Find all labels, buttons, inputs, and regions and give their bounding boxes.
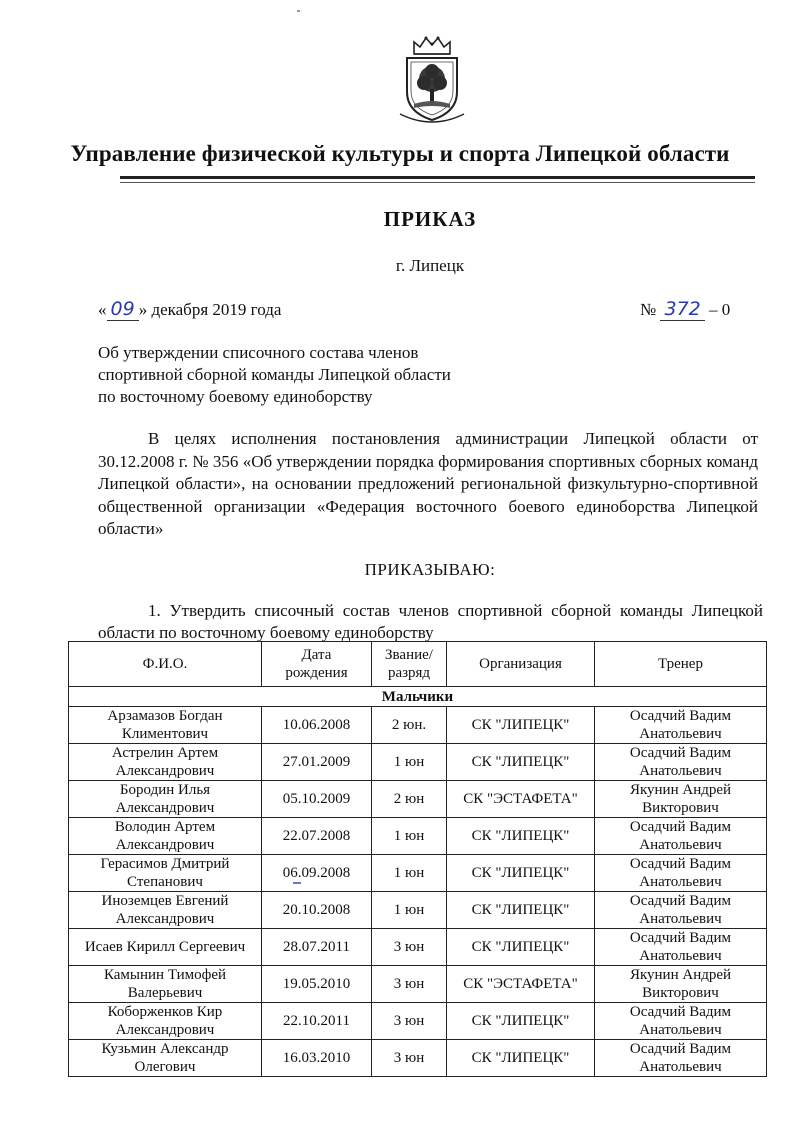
table-row [69,1040,767,1077]
coach-cell: Якунин Андрей Викторович [595,966,767,1003]
order-directive: ПРИКАЗЫВАЮ: [364,560,496,579]
name-cell: Иноземцев Евгений Александрович [69,892,262,929]
table-row [69,892,767,929]
order-subject [98,342,451,408]
organization-cell: СК "ЛИПЕЦК" [447,855,595,892]
number-prefix: № [640,300,657,319]
subject-line: Об утверждении списочного состава членов [98,343,419,362]
group-label: Мальчики [69,687,767,707]
organization-cell: СК "ЛИПЕЦК" [447,929,595,966]
coat-of-arms-icon [398,34,466,126]
rank-cell: 1 юн [372,818,447,855]
rank-cell: 3 юн [372,1003,447,1040]
rank-cell: 2 юн. [372,707,447,744]
birth-date-cell: 16.03.2010 [262,1040,372,1077]
header-rule-thick [120,176,755,179]
organization-cell: СК "ЭСТАФЕТА" [447,966,595,1003]
rank-cell: 3 юн [372,966,447,1003]
coach-cell: Осадчий Вадим Анатольевич [595,929,767,966]
name-cell: Герасимов Дмитрий Степанович [69,855,262,892]
document-type-heading: ПРИКАЗ [383,207,477,231]
rank-cell: 1 юн [372,855,447,892]
name-cell: Исаев Кирилл Сергеевич [69,929,262,966]
rank-cell: 3 юн [372,929,447,966]
rank-cell: 1 юн [372,744,447,781]
number-suffix: – 0 [709,300,731,319]
coach-cell: Осадчий Вадим Анатольевич [595,1040,767,1077]
coach-cell: Осадчий Вадим Анатольевич [595,707,767,744]
coach-cell: Якунин Андрей Викторович [595,781,767,818]
point-1-paragraph: 1. Утвердить списочный состав членов спортивной сборной команды Липецкой области по восточному боевому единоборству [98,601,763,642]
organization-cell: СК "ЭСТАФЕТА" [447,781,595,818]
order-date [98,298,281,321]
table-row [69,966,767,1003]
preamble-paragraph: В целях исполнения постановления администрации Липецкой области от 30.12.2008 г. № 356 «Об утверждении порядка формирования спортивных сборных команд Липецкой области», на основании предложений региональной физкультурно-спортивной общественной организации «Федерация восточного боевого единоборства Липецкой области» [98,429,758,538]
header-rule-thin [120,182,755,183]
birth-date-cell: 19.05.2010 [262,966,372,1003]
rank-cell: 2 юн [372,781,447,818]
table-row [69,818,767,855]
birth-date-cell: 22.07.2008 [262,818,372,855]
col-header-coach: Тренер [595,642,767,687]
city-line: г. Липецк [395,256,465,275]
table-row [69,1003,767,1040]
date-rest: декабря 2019 года [147,300,282,319]
coach-cell: Осадчий Вадим Анатольевич [595,1003,767,1040]
birth-date-cell: 28.07.2011 [262,929,372,966]
organization-cell: СК "ЛИПЕЦК" [447,707,595,744]
birth-date-cell: 06.09.2008 [262,855,372,892]
scan-mark [292,880,302,886]
col-header-org: Организация [447,642,595,687]
coach-cell: Осадчий Вадим Анатольевич [595,855,767,892]
organization-cell: СК "ЛИПЕЦК" [447,1003,595,1040]
rank-cell: 1 юн [372,892,447,929]
name-cell: Коборженков Кир Александрович [69,1003,262,1040]
birth-date-cell: 05.10.2009 [262,781,372,818]
coach-cell: Осадчий Вадим Анатольевич [595,818,767,855]
col-header-name: Ф.И.О. [69,642,262,687]
date-day-handwritten: 09 [107,298,139,321]
birth-date-cell: 10.06.2008 [262,707,372,744]
name-cell: Володин Артем Александрович [69,818,262,855]
organization-title: Управление физической культуры и спорта Липецкой области [70,141,730,166]
date-close-quote: » [138,300,148,319]
group-row [69,687,767,707]
order-number [640,298,730,321]
team-roster-table [68,641,767,1077]
table-row [69,744,767,781]
organization-cell: СК "ЛИПЕЦК" [447,892,595,929]
birth-date-cell: 20.10.2008 [262,892,372,929]
table-header-row [69,642,767,687]
table-row [69,929,767,966]
name-cell: Бородин Илья Александрович [69,781,262,818]
table-row [69,855,767,892]
birth-date-cell: 22.10.2011 [262,1003,372,1040]
col-header-rank: Звание/ разряд [372,642,447,687]
name-cell: Камынин Тимофей Валерьевич [69,966,262,1003]
name-cell: Астрелин Артем Александрович [69,744,262,781]
order-number-handwritten: 372 [660,298,704,321]
name-cell: Арзамазов Богдан Климентович [69,707,262,744]
subject-line: спортивной сборной команды Липецкой области [98,365,451,384]
organization-cell: СК "ЛИПЕЦК" [447,818,595,855]
table-row [69,781,767,818]
organization-cell: СК "ЛИПЕЦК" [447,744,595,781]
birth-date-cell: 27.01.2009 [262,744,372,781]
scan-speck [297,10,300,12]
coach-cell: Осадчий Вадим Анатольевич [595,892,767,929]
col-header-birth: Дата рождения [262,642,372,687]
table-row [69,707,767,744]
subject-line: по восточному боевому единоборству [98,387,373,406]
coach-cell: Осадчий Вадим Анатольевич [595,744,767,781]
organization-cell: СК "ЛИПЕЦК" [447,1040,595,1077]
date-open-quote: « [98,300,107,319]
rank-cell: 3 юн [372,1040,447,1077]
name-cell: Кузьмин Александр Олегович [69,1040,262,1077]
